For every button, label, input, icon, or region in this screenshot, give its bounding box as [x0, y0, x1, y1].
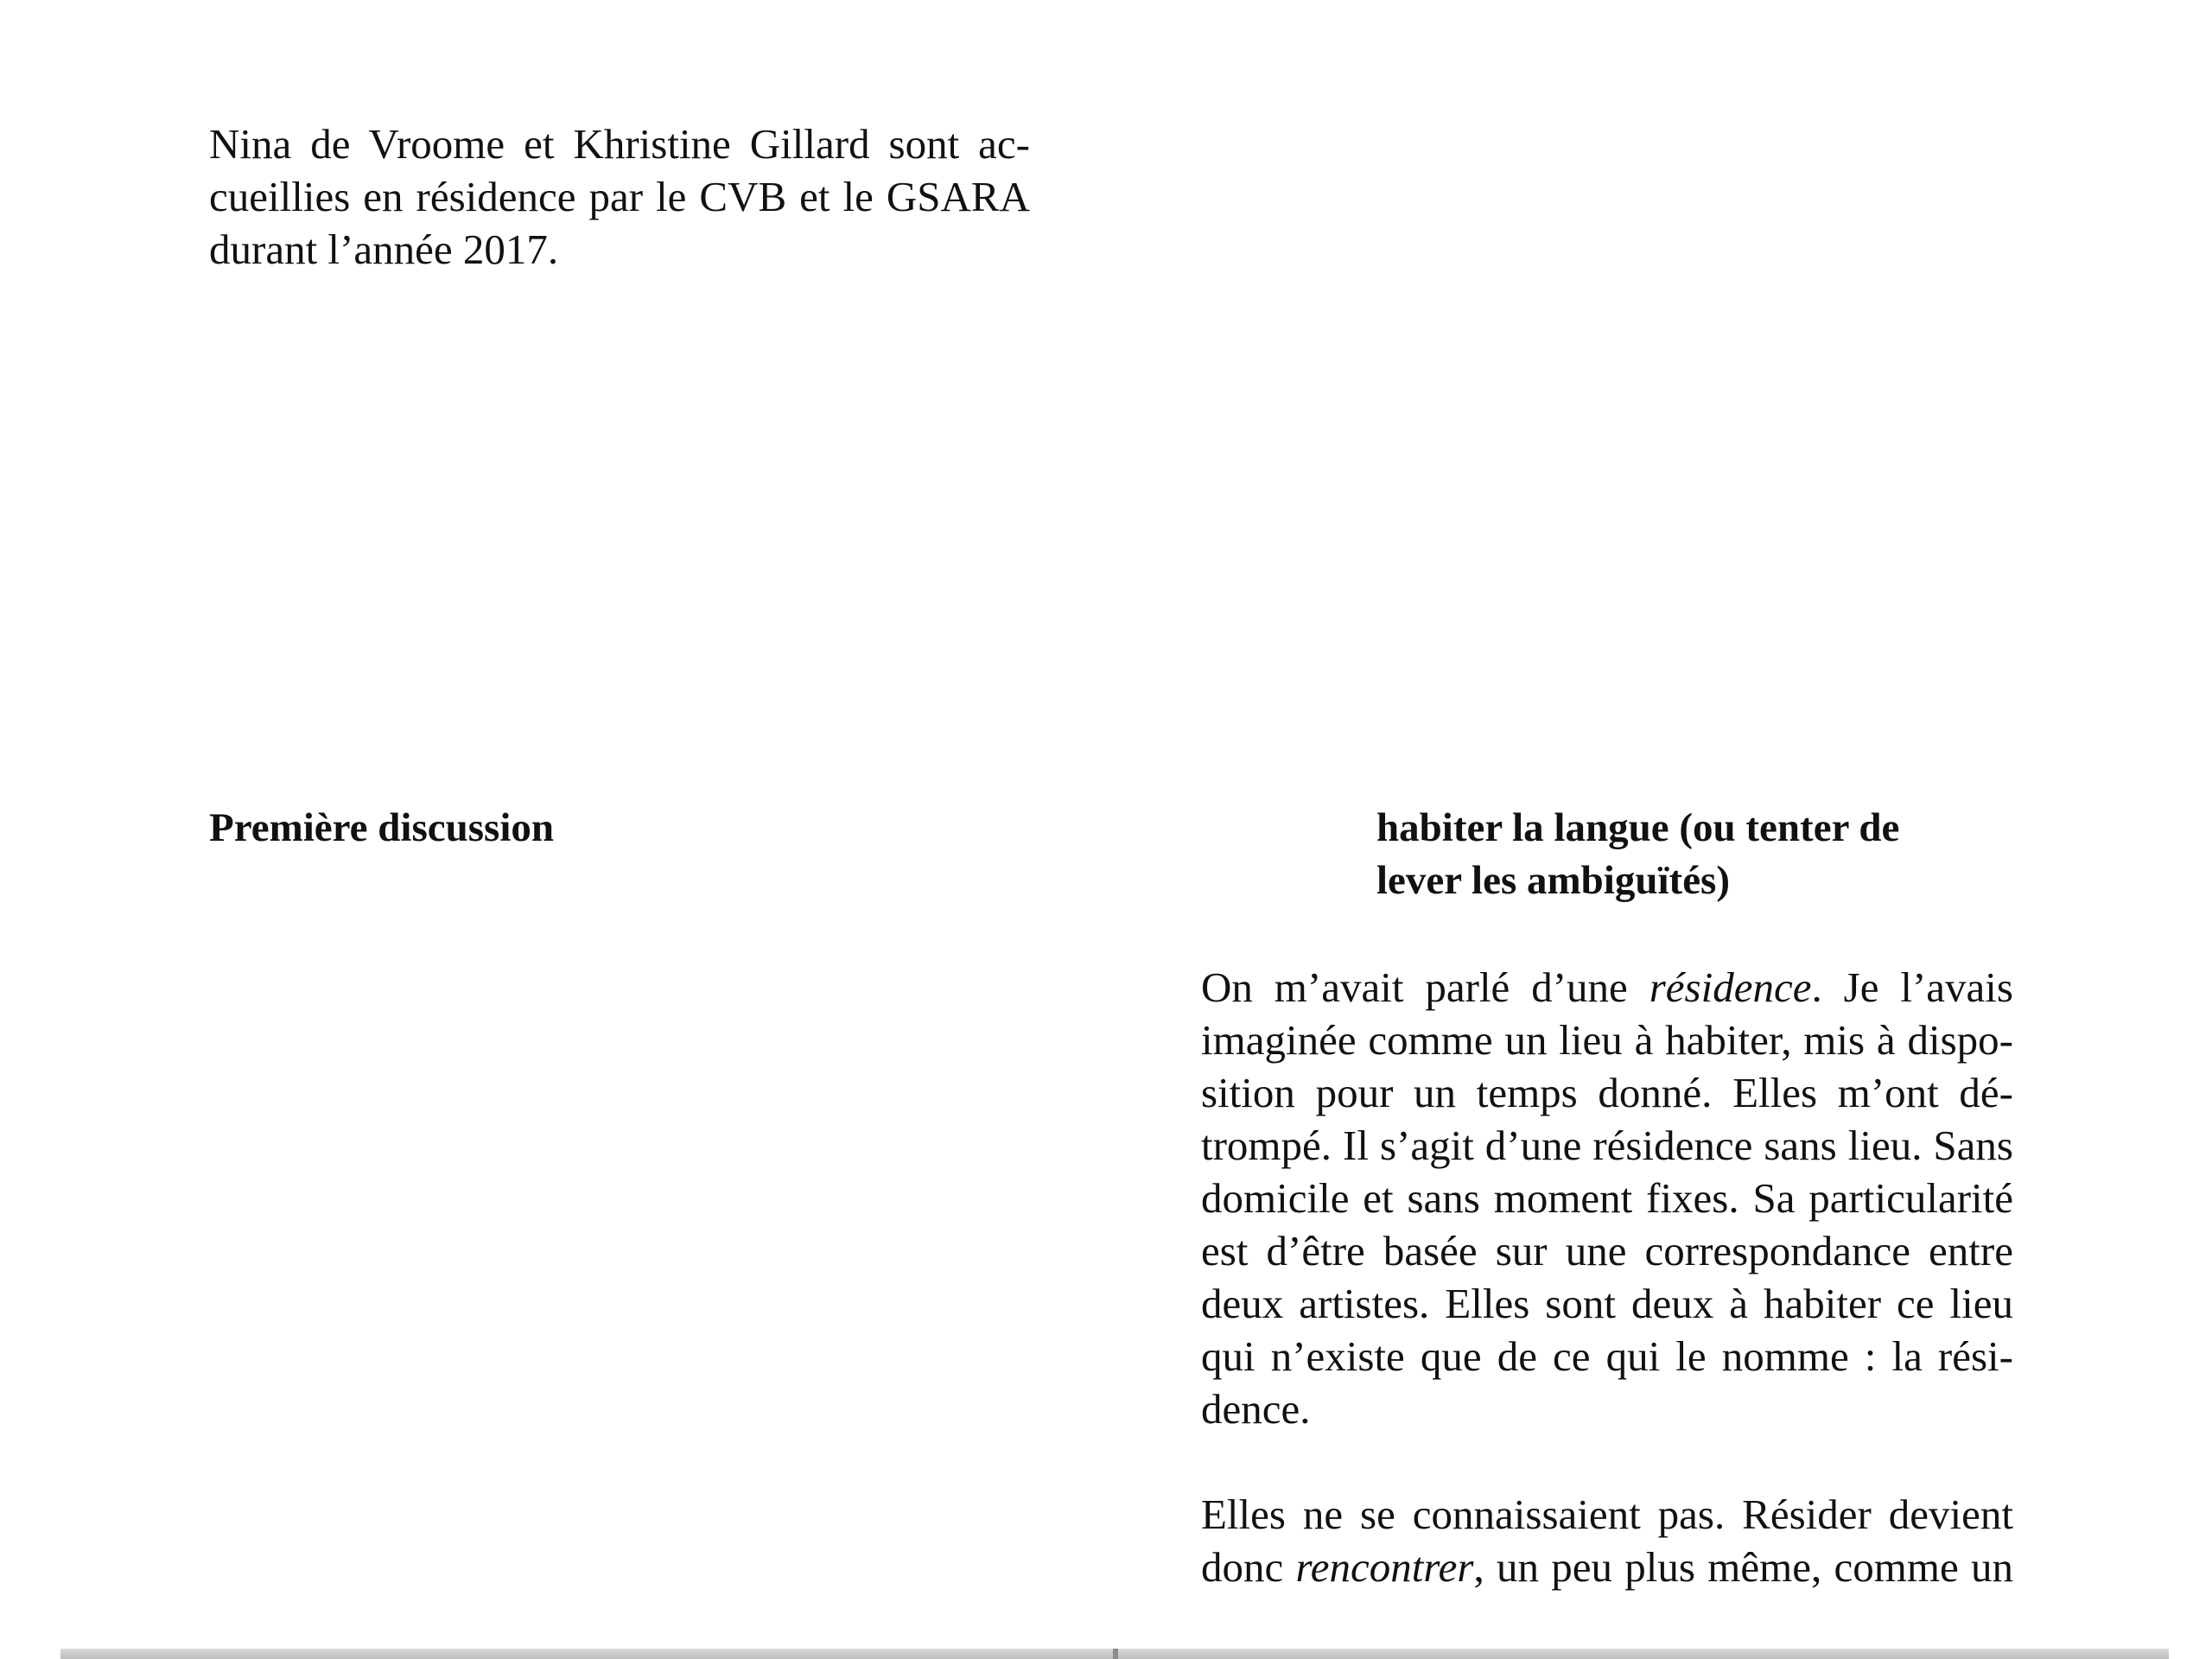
emphasis-residence: résidence	[1649, 963, 1812, 1011]
body-paragraph-2	[1201, 1488, 2013, 1593]
body-paragraph-2-rest: , un peu plus même, comme un	[1473, 1543, 2013, 1591]
intro-paragraph: Nina de Vroome et Khristine Gillard sont accueillies en résidence par le CVB et le GSARA durant l’année 2017.	[209, 120, 1030, 273]
body-paragraph-1-rest: . Je l’avais imaginée comme un lieu à habiter, mis à disposition pour un temps donné. Elles m’ont détrompé. Il s’agit d’une résidence sans lieu. Sans domicile et sans moment fixes. Sa particularité est d’être basée sur une correspondance entre deux artistes. Elles sont deux à habiter ce lieu qui n’existe que de ce qui le nomme : la résidence.	[1201, 963, 2013, 1433]
body-paragraph-1-start: On m’avait parlé d’une	[1201, 963, 1649, 1011]
emphasis-rencontrer: rencontrer	[1295, 1543, 1474, 1591]
body-paragraph-2-start: Elles ne se connaissaient pas. Résider devient donc	[1201, 1491, 2013, 1591]
body-paragraph-1	[1201, 961, 2013, 1435]
section-heading-premiere-discussion: Première discussion	[209, 805, 555, 850]
book-spine	[1113, 1649, 1118, 1659]
section-heading-habiter-la-langue: habiter la langue (ou tenter de lever les ambiguïtés)	[1376, 805, 1900, 903]
body-column	[1201, 961, 2013, 1646]
